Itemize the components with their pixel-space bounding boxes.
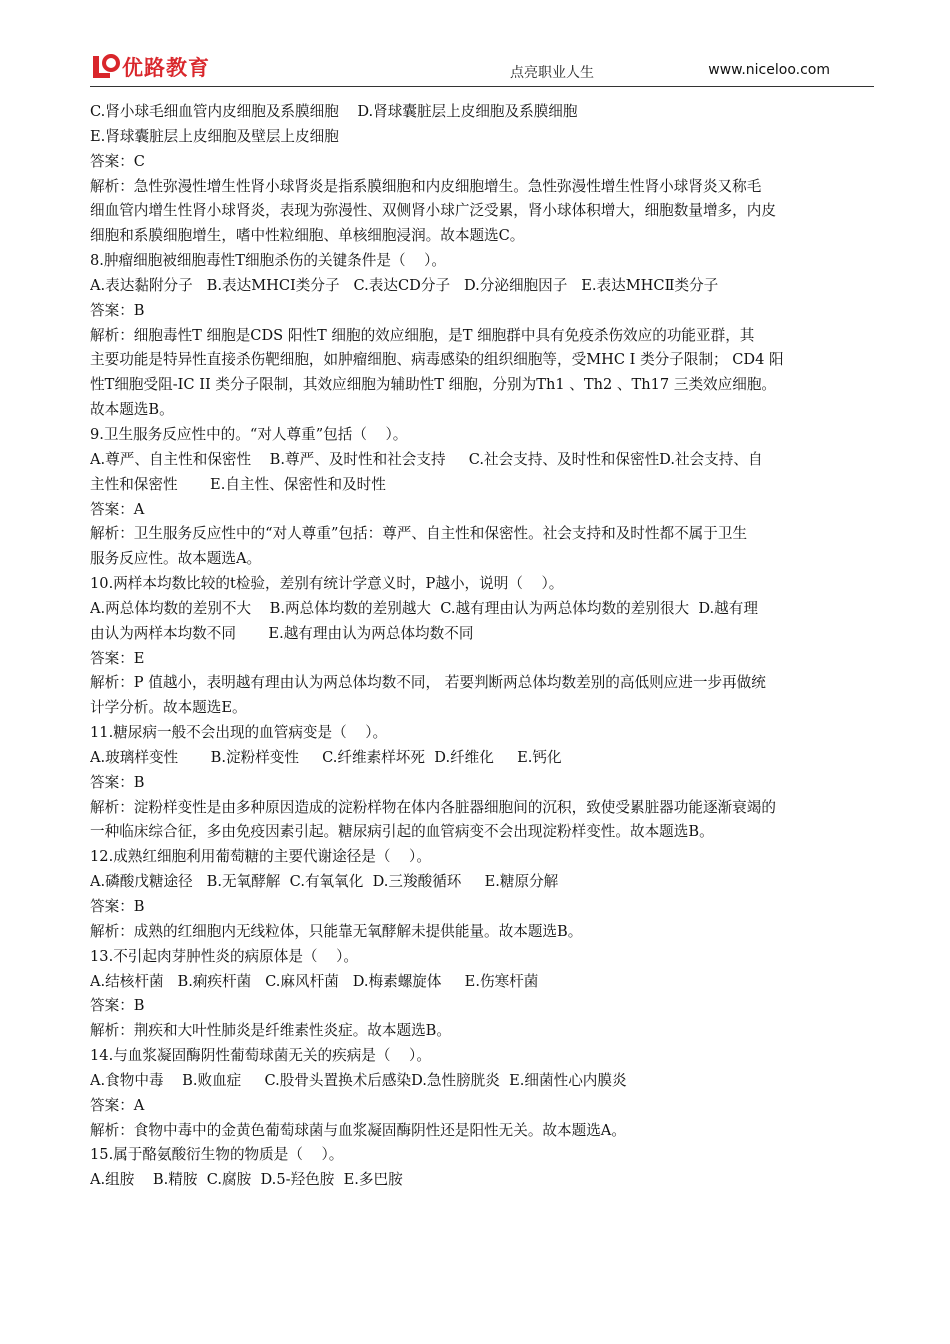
page-header [90, 52, 874, 87]
text-line: A.两总体均数的差别不大 B.两总体均数的差别越大 C.越有理由认为两总体均数的差别很大 D.越有理 [90, 599, 758, 617]
text-line: 性T细胞受阻-IC II 类分子限制，其效应细胞为辅助性T 细胞，分别为Th1 、Th2 、Th17 三类效应细胞。 [90, 376, 777, 394]
text-line: 14.与血浆凝固酶阴性葡萄球菌无关的疾病是（ ）。 [90, 1047, 431, 1065]
text-line: 服务反应性。故本题选A。 [90, 550, 262, 568]
text-line: 10.两样本均数比较的t检验，差别有统计学意义时，P越小，说明（ ）。 [90, 575, 564, 593]
text-line: A.结核杆菌 B.痢疾杆菌 C.麻风杆菌 D.梅素螺旋体 E.伤寒杆菌 [90, 972, 539, 990]
text-line: 答案：B [90, 898, 145, 915]
text-line: 11.糖尿病一般不会出现的血管病变是（ ）。 [90, 724, 388, 742]
text-line: 答案：B [90, 997, 145, 1015]
text-line: 解析：急性弥漫性增生性肾小球肾炎是指系膜细胞和内皮细胞增生。急性弥漫性增生性肾小球肾炎又称毛 [90, 177, 762, 195]
text-line: 解析：淀粉样变性是由多种原因造成的淀粉样物在体内各脏器细胞间的沉积，致使受累脏器功能逐渐衰竭的 [90, 798, 776, 816]
text-line: 解析：食物中毒中的金黄色葡萄球菌与血浆凝固酶阴性还是阳性无关。故本题选A。 [90, 1121, 626, 1139]
brand-logo [90, 52, 210, 82]
text-line: 解析：荆疾和大叶性肺炎是纤维素性炎症。故本题选B。 [90, 1022, 451, 1040]
text-line: 主要功能是特异性直接杀伤靶细胞，如肿瘤细胞、病毒感染的组织细胞等，受MHC I 类分子限制； CD4 阳 [90, 351, 784, 369]
text-line: A.组胺 B.精胺 C.腐胺 D.5-羟色胺 E.多巴胺 [90, 1171, 403, 1189]
text-line: 答案：C [90, 152, 145, 170]
text-line: 计学分析。故本题选E。 [90, 699, 247, 717]
text-line: 故本题选B。 [90, 401, 174, 419]
text-line: A.玻璃样变性 B.淀粉样变性 C.纤维素样坏死 D.纤维化 E.钙化 [90, 748, 562, 766]
text-line: 主性和保密性 E.自主性、保密性和及时性 [90, 475, 386, 493]
text-line: A.磷酸戊糖途径 B.无氧酵解 C.有氧氧化 D.三羧酸循环 E.糖原分解 [90, 873, 559, 891]
text-line: 解析：成熟的红细胞内无线粒体，只能靠无氧酵解未提供能量。故本题选B。 [90, 922, 583, 940]
text-line: A.食物中毒 B.败血症 C.股骨头置换术后感染D.急性膀胱炎 E.细菌性心内膜炎 [90, 1071, 627, 1089]
text-line: 细血管内增生性肾小球肾炎，表现为弥漫性、双侧肾小球广泛受累，肾小球体积增大，细胞数量增多，内皮 [90, 202, 776, 220]
text-line: A.尊严、自主性和保密性 B.尊严、及时性和社会支持 C.社会支持、及时性和保密性D.社会支持、自 [90, 450, 763, 468]
text-line: 13.不引起肉芽肿性炎的病原体是（ ）。 [90, 947, 358, 965]
logo-text: 优路教育 [122, 56, 210, 80]
document-body [90, 100, 874, 1193]
header-slogan: 点亮职业人生 [510, 65, 594, 81]
text-line: 答案：E [90, 649, 145, 667]
text-line: 9.卫生服务反应性中的。“对人尊重”包括（ ）。 [90, 425, 408, 443]
text-line: 15.属于酪氨酸衍生物的物质是（ ）。 [90, 1146, 344, 1164]
text-line: E.肾球囊脏层上皮细胞及壁层上皮细胞 [90, 127, 339, 145]
text-line: 答案：A [90, 500, 145, 518]
text-line: 由认为两样本均数不同 E.越有理由认为两总体均数不同 [90, 624, 474, 642]
text-line: 细胞和系膜细胞增生，嗜中性粒细胞、单核细胞浸润。故本题选C。 [90, 227, 525, 245]
text-line: 答案：B [90, 301, 145, 319]
text-line: 解析：细胞毒性T 细胞是CDS 阳性T 细胞的效应细胞，是T 细胞群中具有免疫杀伤效应的功能亚群，其 [90, 326, 755, 344]
text-line: 解析：卫生服务反应性中的“对人尊重”包括：尊严、自主性和保密性。社会支持和及时性都不属于卫生 [90, 525, 748, 543]
text-line: 解析：P 值越小，表明越有理由认为两总体均数不同， 若要判断两总体均数差别的高低则应进一步再做统 [90, 674, 766, 692]
text-line: 12.成熟红细胞利用葡萄糖的主要代谢途径是（ ）。 [90, 848, 431, 866]
text-line: A.表达黏附分子 B.表达MHCⅠ类分子 C.表达CD分子 D.分泌细胞因子 E.表达MHCⅡ类分子 [90, 276, 719, 294]
text-line: 一种临床综合征，多由免疫因素引起。糖尿病引起的血管病变不会出现淀粉样变性。故本题选B。 [90, 823, 714, 841]
text-line: 答案：B [90, 773, 145, 791]
text-line: 8.肿瘤细胞被细胞毒性T细胞杀伤的关键条件是（ ）。 [90, 252, 446, 270]
logo-mark-icon [90, 53, 120, 81]
website-link[interactable]: www.niceloo.com [708, 62, 830, 78]
text-line: 答案：A [90, 1096, 145, 1114]
text-line: C.肾小球毛细血管内皮细胞及系膜细胞 D.肾球囊脏层上皮细胞及系膜细胞 [90, 103, 578, 120]
